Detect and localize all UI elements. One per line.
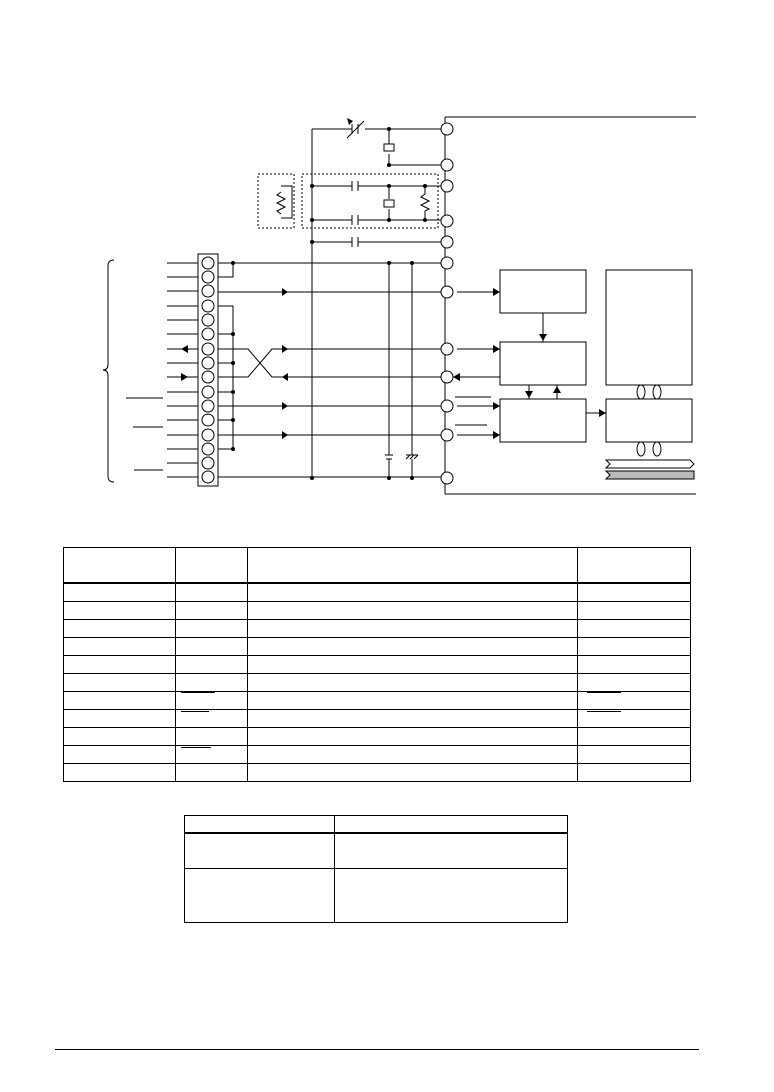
footer-rule — [55, 1049, 699, 1050]
table-row — [64, 710, 691, 728]
overline-mark — [587, 692, 621, 693]
bus-arrow-upper — [606, 460, 694, 468]
ic-body-outline — [445, 117, 696, 494]
table-header-row — [185, 816, 568, 834]
table-row — [64, 638, 691, 656]
table-cell — [578, 764, 691, 782]
table-cell — [247, 710, 577, 728]
table-cell — [64, 728, 176, 746]
table-cell — [247, 656, 577, 674]
table-row — [64, 656, 691, 674]
table-cell — [175, 602, 247, 620]
table-cell — [175, 638, 247, 656]
signal-arrows — [181, 118, 606, 439]
table-cell — [247, 620, 577, 638]
table-cell — [64, 602, 176, 620]
table-cell — [578, 728, 691, 746]
connector-pins — [202, 257, 214, 483]
table-cell — [578, 656, 691, 674]
table-cell — [247, 583, 577, 602]
table-cell — [175, 746, 247, 764]
table-cell — [578, 583, 691, 602]
ic-block-3 — [500, 399, 586, 442]
table-cell — [247, 728, 577, 746]
table-row — [64, 746, 691, 764]
table-cell — [64, 764, 176, 782]
table-cell — [185, 833, 335, 868]
table-cell — [334, 833, 567, 868]
table-cell — [578, 692, 691, 710]
table-cell — [247, 638, 577, 656]
table-row — [64, 583, 691, 602]
table-cell — [247, 746, 577, 764]
table-cell — [578, 602, 691, 620]
table-header-cell — [247, 548, 577, 584]
table-cell — [247, 692, 577, 710]
table-cell — [175, 710, 247, 728]
table-header-cell — [334, 816, 567, 834]
table-cell — [175, 583, 247, 602]
table-header-cell — [578, 548, 691, 584]
overline-mark — [181, 711, 209, 712]
table-cell — [578, 674, 691, 692]
table-cell — [185, 868, 335, 922]
table-cell — [578, 746, 691, 764]
table-header-cell — [185, 816, 335, 834]
table-cell — [64, 583, 176, 602]
pin-description-table — [63, 547, 691, 782]
dashed-box-left — [258, 174, 294, 228]
table-cell — [334, 868, 567, 922]
table-cell — [64, 638, 176, 656]
table-cell — [175, 692, 247, 710]
table-row — [64, 674, 691, 692]
table-cell — [175, 764, 247, 782]
table-row — [64, 764, 691, 782]
table-row — [64, 620, 691, 638]
table-cell — [578, 620, 691, 638]
overline-mark — [181, 692, 215, 693]
table-cell — [247, 602, 577, 620]
table-row — [64, 728, 691, 746]
table-cell — [64, 620, 176, 638]
ic-block-4 — [606, 399, 692, 442]
table-header-cell — [64, 548, 176, 584]
circuit-schematic — [0, 0, 774, 520]
table-row — [64, 692, 691, 710]
table-cell — [175, 728, 247, 746]
left-brace — [103, 260, 114, 482]
table-row — [64, 602, 691, 620]
table-cell — [247, 674, 577, 692]
table-row — [185, 868, 568, 922]
overline-mark — [181, 747, 211, 748]
table-cell — [64, 656, 176, 674]
table-cell — [175, 656, 247, 674]
table-header-cell — [175, 548, 247, 584]
table-cell — [64, 710, 176, 728]
ic-block-memory — [606, 270, 692, 385]
bus-arrow-lower — [606, 471, 694, 479]
table-cell — [175, 674, 247, 692]
ic-pins — [441, 123, 453, 484]
mode-table — [184, 815, 568, 923]
table-cell — [64, 746, 176, 764]
junction-dots — [231, 127, 427, 480]
table-row — [185, 833, 568, 868]
ic-block-2 — [500, 342, 586, 385]
table-header-row — [64, 548, 691, 584]
table-cell — [578, 638, 691, 656]
overline-mark — [587, 711, 621, 712]
oscillator-wire — [312, 129, 445, 478]
table-cell — [175, 620, 247, 638]
table-cell — [64, 674, 176, 692]
ic-block-1 — [500, 270, 586, 313]
table-cell — [64, 692, 176, 710]
table-cell — [578, 710, 691, 728]
table-cell — [247, 764, 577, 782]
